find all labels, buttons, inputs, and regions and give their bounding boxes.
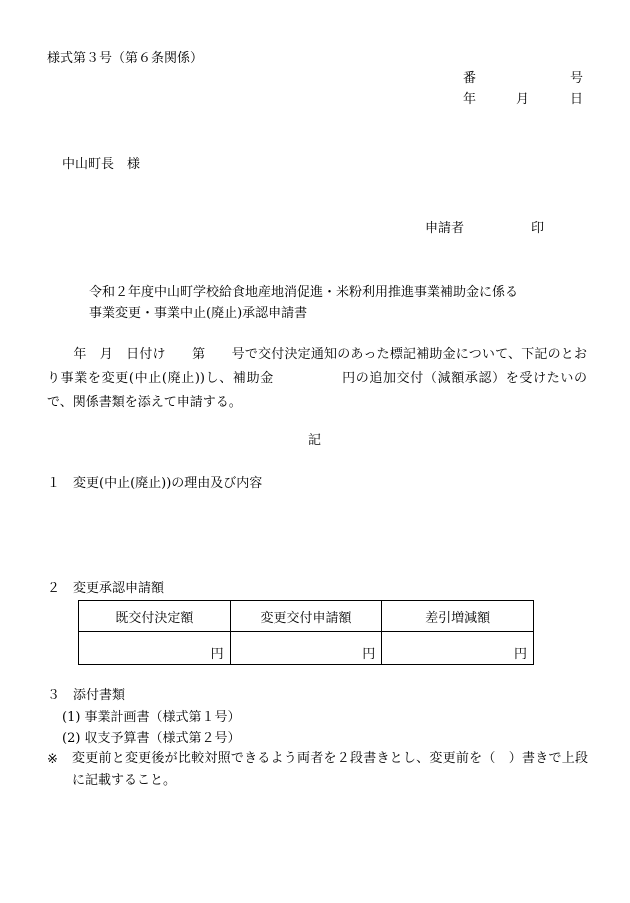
section-2-heading: ２ 変更承認申請額 bbox=[47, 581, 165, 596]
existing-amount-cell: 円 bbox=[79, 632, 231, 665]
change-request-amount-cell: 円 bbox=[230, 632, 382, 665]
header-existing-amount: 既交付決定額 bbox=[79, 601, 231, 632]
note-text: 変更前と変更後が比較対照できるよう両者を２段書きとし、変更前を（ ）書きで上段に記載すること。 bbox=[72, 751, 588, 788]
note-mark: ※ bbox=[47, 752, 58, 767]
difference-amount-cell: 円 bbox=[382, 632, 534, 665]
number-label: 番 bbox=[463, 71, 477, 86]
number-suffix: 号 bbox=[570, 71, 584, 86]
date-month: 月 bbox=[516, 92, 530, 107]
form-number: 様式第３号（第６条関係） bbox=[47, 51, 204, 66]
section-1-heading: １ 変更(中止(廃止))の理由及び内容 bbox=[47, 476, 263, 491]
date-year: 年 bbox=[463, 92, 477, 107]
attachment-item-2: (2) 収支予算書（様式第２号） bbox=[62, 731, 241, 746]
applicant-label: 申請者 bbox=[425, 221, 465, 236]
amount-table bbox=[78, 600, 534, 665]
attachment-item-1: (1) 事業計画書（様式第１号） bbox=[62, 710, 241, 725]
document-title-line1: 令和２年度中山町学校給食地産地消促進・米粉利用推進事業補助金に係る bbox=[89, 285, 519, 300]
body-paragraph: 年 月 日付け 第 号で交付決定通知のあった標記補助金について、下記のとおり事業を変更(中止(廃止))し、補助金 円の追加交付（減額承認）を受けたいので、関係書類を添えて申請する。 bbox=[47, 347, 587, 410]
header-difference-amount: 差引増減額 bbox=[382, 601, 534, 632]
date-day: 日 bbox=[570, 92, 584, 107]
table-value-row bbox=[79, 632, 534, 665]
addressee: 中山町長 様 bbox=[62, 157, 141, 172]
table-header-row bbox=[79, 601, 534, 632]
ki-heading: 記 bbox=[308, 433, 322, 448]
section-3-heading: ３ 添付書類 bbox=[47, 688, 126, 703]
seal-label: 印 bbox=[531, 221, 545, 236]
document-title-line2: 事業変更・事業中止(廃止)承認申請書 bbox=[89, 306, 308, 321]
header-change-request-amount: 変更交付申請額 bbox=[230, 601, 382, 632]
